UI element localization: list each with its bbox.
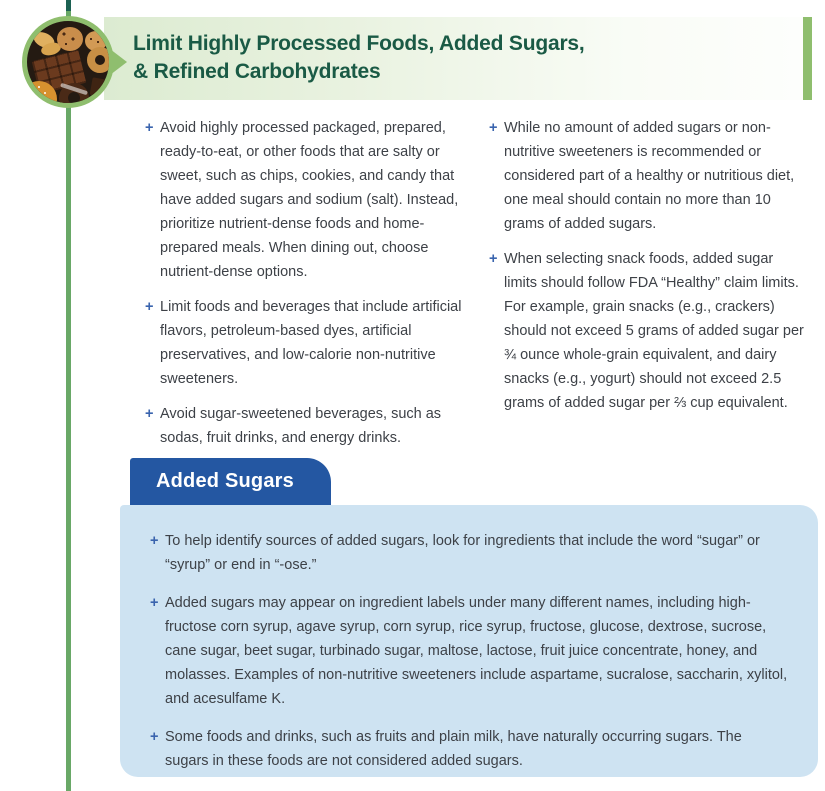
- photo-cookie: [57, 27, 83, 51]
- list-item-text: While no amount of added sugars or non-nutritive sweeteners is recommended or considered part of a healthy or nutritious diet, one meal should contain no more than 10 grams of added sugars.: [504, 120, 795, 232]
- page-title-line1: Limit Highly Processed Foods, Added Sugars,: [133, 32, 585, 55]
- list-item-text: Some foods and drinks, such as fruits and plain milk, have naturally occurring sugars. The sugars in these foods are not considered added sugars.: [165, 729, 742, 769]
- plus-bullet-icon: +: [150, 729, 159, 745]
- list-item: [145, 116, 467, 284]
- list-item-text: To help identify sources of added sugars, look for ingredients that include the word “sugar” or “syrup” or end in “-ose.”: [165, 533, 760, 573]
- plus-bullet-icon: +: [145, 120, 154, 136]
- left-column: [145, 116, 467, 461]
- added-sugars-callout-box: [120, 505, 818, 777]
- added-sugars-tab: [130, 458, 331, 505]
- list-item: [489, 247, 808, 415]
- list-item: [150, 591, 788, 711]
- plus-bullet-icon: +: [145, 406, 154, 422]
- right-column: [489, 116, 808, 461]
- main-bullet-columns: [145, 116, 808, 461]
- list-item-text: Avoid highly processed packaged, prepared, ready-to-eat, or other foods that are salty or sweet, such as chips, cookies, and candy that have added sugars and sodium (salt). Instead, prioritize nutrient-dense foods and home-prepared meals. When dining out, choose nutrient-dense options.: [160, 120, 459, 280]
- page-title-line2: & Refined Carbohydrates: [133, 60, 381, 83]
- left-accent-rule-cap: [66, 0, 71, 11]
- plus-bullet-icon: +: [150, 595, 159, 611]
- processed-foods-photo: [22, 16, 114, 108]
- list-item: [150, 725, 788, 773]
- list-item-text: Avoid sugar-sweetened beverages, such as sodas, fruit drinks, and energy drinks.: [160, 406, 442, 446]
- added-sugars-tab-label: Added Sugars: [156, 470, 294, 492]
- page-title: [133, 30, 773, 86]
- left-accent-rule: [66, 0, 71, 791]
- plus-bullet-icon: +: [145, 299, 154, 315]
- plus-bullet-icon: +: [489, 251, 498, 267]
- plus-bullet-icon: +: [150, 533, 159, 549]
- medallion-pointer: [110, 49, 127, 75]
- list-item-text: When selecting snack foods, added sugar limits should follow FDA “Healthy” claim limits. For example, grain snacks (e.g., crackers) should not exceed 5 grams of added sugar per ¾ ounce whole-grain equivalent, and dairy snacks (e.g., yogurt) should not exceed 2.5 grams of added sugar per ⅔ cup equivalent.: [504, 251, 804, 411]
- list-item: [150, 529, 788, 577]
- list-item: [145, 295, 467, 391]
- plus-bullet-icon: +: [489, 120, 498, 136]
- list-item: [489, 116, 808, 236]
- list-item-text: Limit foods and beverages that include artificial flavors, petroleum-based dyes, artificial preservatives, and low-calorie non-nutritive sweeteners.: [160, 299, 462, 387]
- list-item-text: Added sugars may appear on ingredient labels under many different names, including high-fructose corn syrup, agave syrup, corn syrup, rice syrup, fructose, glucose, dextrose, sucrose, cane sugar, beet sugar, turbinado sugar, maltose, lactose, fruit juice concentrate, honey, and molasses. Examples of non-nutritive sweeteners include aspartame, sucralose, saccharin, xylitol, and acesulfame K.: [165, 595, 788, 707]
- header-right-accent-bar: [803, 17, 812, 100]
- list-item: [145, 402, 467, 450]
